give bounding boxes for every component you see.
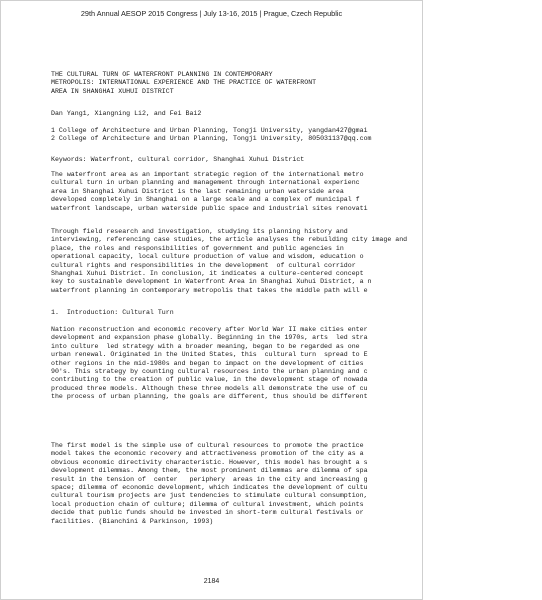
abstract-paragraph-2 (51, 228, 407, 295)
body-paragraph-1 (51, 326, 368, 402)
text-line: The waterfront area as an important strategic region of the international metro (51, 171, 364, 178)
text-line: 90's. This strategy by counting cultural resources into the urban planning and c (51, 368, 368, 376)
page-number: 2184 (203, 578, 220, 585)
text-line: facilities. (Bianchini & Parkinson, 1993) (51, 517, 214, 525)
text-line: local production chain of culture; dilemma of cultural investment, which points (51, 500, 364, 508)
title-line: AREA IN SHANGHAI XUHUI DISTRICT (51, 87, 174, 95)
text-line: development and expansion phase globally. Beginning in the 1970s, arts led stra (51, 334, 368, 342)
text-line: waterfront planning in contemporary metropolis that takes the middle path will e (51, 286, 368, 294)
text-line: urban renewal. Originated in the United States, this cultural turn spread to E (51, 351, 368, 359)
abstract-paragraph-1 (51, 171, 368, 213)
text-line: operational capacity, local culture production of value and wisdom, education o (51, 253, 364, 261)
text-line: obvious economic directivity characteristic. However, this model has brought a s (51, 458, 368, 466)
text-line: area in Shanghai Xuhui District is the last remaining urban waterside area (51, 187, 344, 195)
text-line: other regions in the mid-1980s and began to impact on the development of cities (51, 359, 364, 367)
affiliation-line: 1 College of Architecture and Urban Planning, Tongji University, yangdan427@gmai (51, 127, 368, 134)
text-line: space; dilemma of economic development, which indicates the development of cultu (51, 484, 368, 492)
text-line: Nation reconstruction and economic recovery after World War II make cities enter (51, 326, 368, 333)
text-line: model takes the economic recovery and attractiveness promotion of the city as a (51, 450, 364, 458)
title-line: METROPOLIS: INTERNATIONAL EXPERIENCE AND THE PRACTICE OF WATERFRONT (51, 79, 317, 87)
text-line: into culture led strategy with a broader meaning, began to be regarded as one (51, 342, 360, 350)
paper-body (51, 1, 542, 525)
affiliation-line: 2 College of Architecture and Urban Planning, Tongji University, 805031137@qq.com (51, 135, 372, 143)
keywords-line: Keywords: Waterfront, cultural corridor, Shanghai Xuhui District (51, 156, 305, 163)
text-line: decide that public funds should be invested in short-term cultural festivals or (51, 509, 364, 517)
text-line: cultural rights and responsibilities in the development of cultural corridor (51, 261, 356, 269)
text-line: The first model is the simple use of cultural resources to promote the practice (51, 442, 364, 449)
text-line: result in the tension of center periphery areas in the city and increasing g (51, 475, 368, 483)
text-line: developed completely in Shanghai on a large scale and a complex of municipal f (51, 196, 360, 204)
text-line: the process of urban planning, the goals are different, thus should be different (51, 393, 368, 401)
text-line: place, the roles and responsibilities of government and public agencies in (51, 244, 344, 252)
author-list: Dan Yang1, Xiangning Li2, and Fei Bai2 (51, 110, 202, 117)
title-line: THE CULTURAL TURN OF WATERFRONT PLANNING IN CONTEMPORARY (51, 71, 273, 78)
text-line: produced three models. Although these three models all demonstrate the use of cu (51, 384, 368, 392)
body-paragraph-2 (51, 442, 368, 526)
text-line: interviewing, referencing case studies, the article analyses the rebuilding city image and (51, 236, 408, 244)
conference-header: 29th Annual AESOP 2015 Congress | July 13-16, 2015 | Prague, Czech Republic (80, 9, 343, 18)
text-line: Shanghai Xuhui District. In conclusion, it indicates a culture-centered concept (51, 270, 364, 278)
affiliations (51, 127, 372, 144)
text-line: contributing to the creation of public value, in the development stage of nowada (51, 376, 368, 384)
text-line: cultural turn in urban planning and management through international experienc (51, 179, 360, 187)
text-line: cultural tourism projects are just tendencies to stimulate cultural consumption, (51, 492, 368, 500)
paper-title (51, 71, 316, 96)
text-line: waterfront landscape, urban waterside public space and industrial sites renovati (51, 204, 368, 212)
text-line: key to sustainable development in Waterfront Area in Shanghai Xuhui District, a n (51, 278, 372, 286)
section-heading: 1. Introduction: Cultural Turn (51, 309, 174, 316)
text-line: development dilemmas. Among them, the most prominent dilemmas are dilemma of spa (51, 467, 368, 475)
text-line: Through field research and investigation, studying its planning history and (51, 228, 348, 235)
